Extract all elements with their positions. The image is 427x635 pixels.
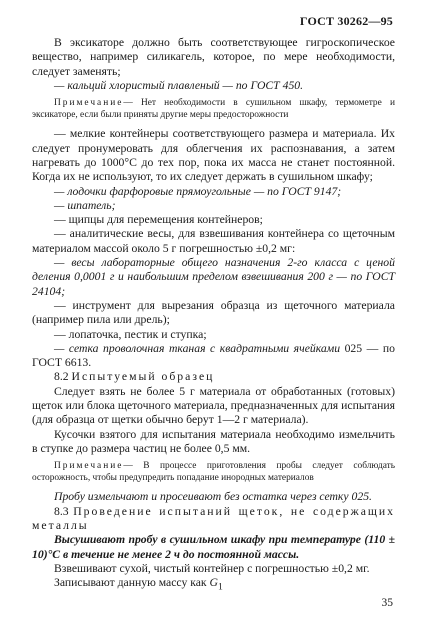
paragraph-record-mass — [32, 576, 395, 595]
paragraph-grind: Кусочки взятого для испытания материала необходимо измельчить в ступке до размера частиц не более 0,5 мм. — [32, 427, 395, 455]
note-1-text: — Нет необходимости в сушильном шкафу, термометре и эксикаторе, если были приняты другие меры предосторожности — [32, 98, 395, 120]
list-item-cutting-tool: — инструмент для вырезания образца из щеточного материала (например пила или дрель); — [32, 298, 395, 327]
standard-header: ГОСТ 30262—95 — [299, 14, 393, 28]
note-2-label: Примечание — [54, 461, 124, 472]
page-body — [32, 36, 395, 595]
note-2-text: — В процессе приготовления пробы следует соблюдать осторожность, чтобы предупредить попадание инородных материалов — [32, 461, 395, 483]
paragraph-containers: — мелкие контейнеры соответствующего размера и материала. Их следует пронумеровать для облегчения их распознавания, а затем нагревать до 1000°С до тех пор, пока их масса не станет постоянной. Когда их не используют, то их следует держать в сушильном шкафу; — [32, 127, 395, 184]
page-number: 35 — [381, 597, 393, 609]
mass-symbol: G — [209, 576, 218, 590]
list-item-mortar: — лопаточка, пестик и ступка; — [54, 327, 207, 341]
list-item-boats: — лодочки фарфоровые прямоугольные — по ГОСТ 9147; — [54, 184, 342, 198]
paragraph-desiccator: В эксикаторе должно быть соответствующее гигроскопическое вещество, например силикагель, которое, по мере необходимости, следует заменять; — [32, 36, 395, 78]
note-1 — [32, 98, 395, 121]
note-1-label: Примечание — [54, 98, 124, 109]
note-2 — [32, 461, 395, 484]
list-item-calcium-chloride: — кальций хлористый плавленый — по ГОСТ 450. — [54, 78, 304, 92]
section-8-2-title: Испытуемый образец — [71, 370, 215, 384]
section-8-3-number: 8.3 — [54, 504, 69, 518]
list-item-mesh — [32, 342, 395, 371]
record-mass-text: Записывают данную массу как — [54, 576, 210, 590]
list-item-spatula: — шпатель; — [54, 198, 116, 212]
list-item-mesh-italic: — сетка проволочная тканая с квадратными ячейками — [54, 341, 341, 355]
section-heading-8-3 — [32, 505, 395, 534]
section-8-2-number: 8.2 — [54, 370, 69, 384]
list-item-tongs: — щипцы для перемещения контейнеров; — [54, 213, 263, 227]
list-item-mesh-rest: 025 — по ГОСТ 6613. — [32, 341, 395, 370]
paragraph-weigh-container: Взвешивают сухой, чистый контейнер с погрешностью ±0,2 мг. — [54, 561, 370, 575]
paragraph-sieve: Пробу измельчают и просеивают без остатка через сетку 025. — [54, 490, 372, 504]
list-item-lab-scales: — весы лабораторные общего назначения 2-го класса с ценой деления 0,0001 г и наибольшим пределом взвешивания 200 г — по ГОСТ 24104; — [32, 256, 395, 298]
paragraph-sample-take: Следует взять не более 5 г материала от обработанных (готовых) щеток или блока щеточного материала, предназначенных для испытания (для образца от щетки обычно берут 1—2 г материала). — [32, 384, 395, 427]
paragraph-drying: Высушивают пробу в сушильном шкафу при температуре (110 ± 10)°С в течение не менее 2 ч до постоянной массы. — [32, 533, 395, 561]
list-item-analytical-balance: — аналитические весы, для взвешивания контейнера со щеточным материалом массой около 5 г погрешностью ±0,2 мг: — [32, 227, 395, 255]
section-heading-8-2 — [32, 370, 395, 384]
mass-symbol-subscript: 1 — [217, 581, 223, 593]
section-8-3-title: Проведение испытаний щеток, не содержащих металлы — [32, 504, 395, 532]
